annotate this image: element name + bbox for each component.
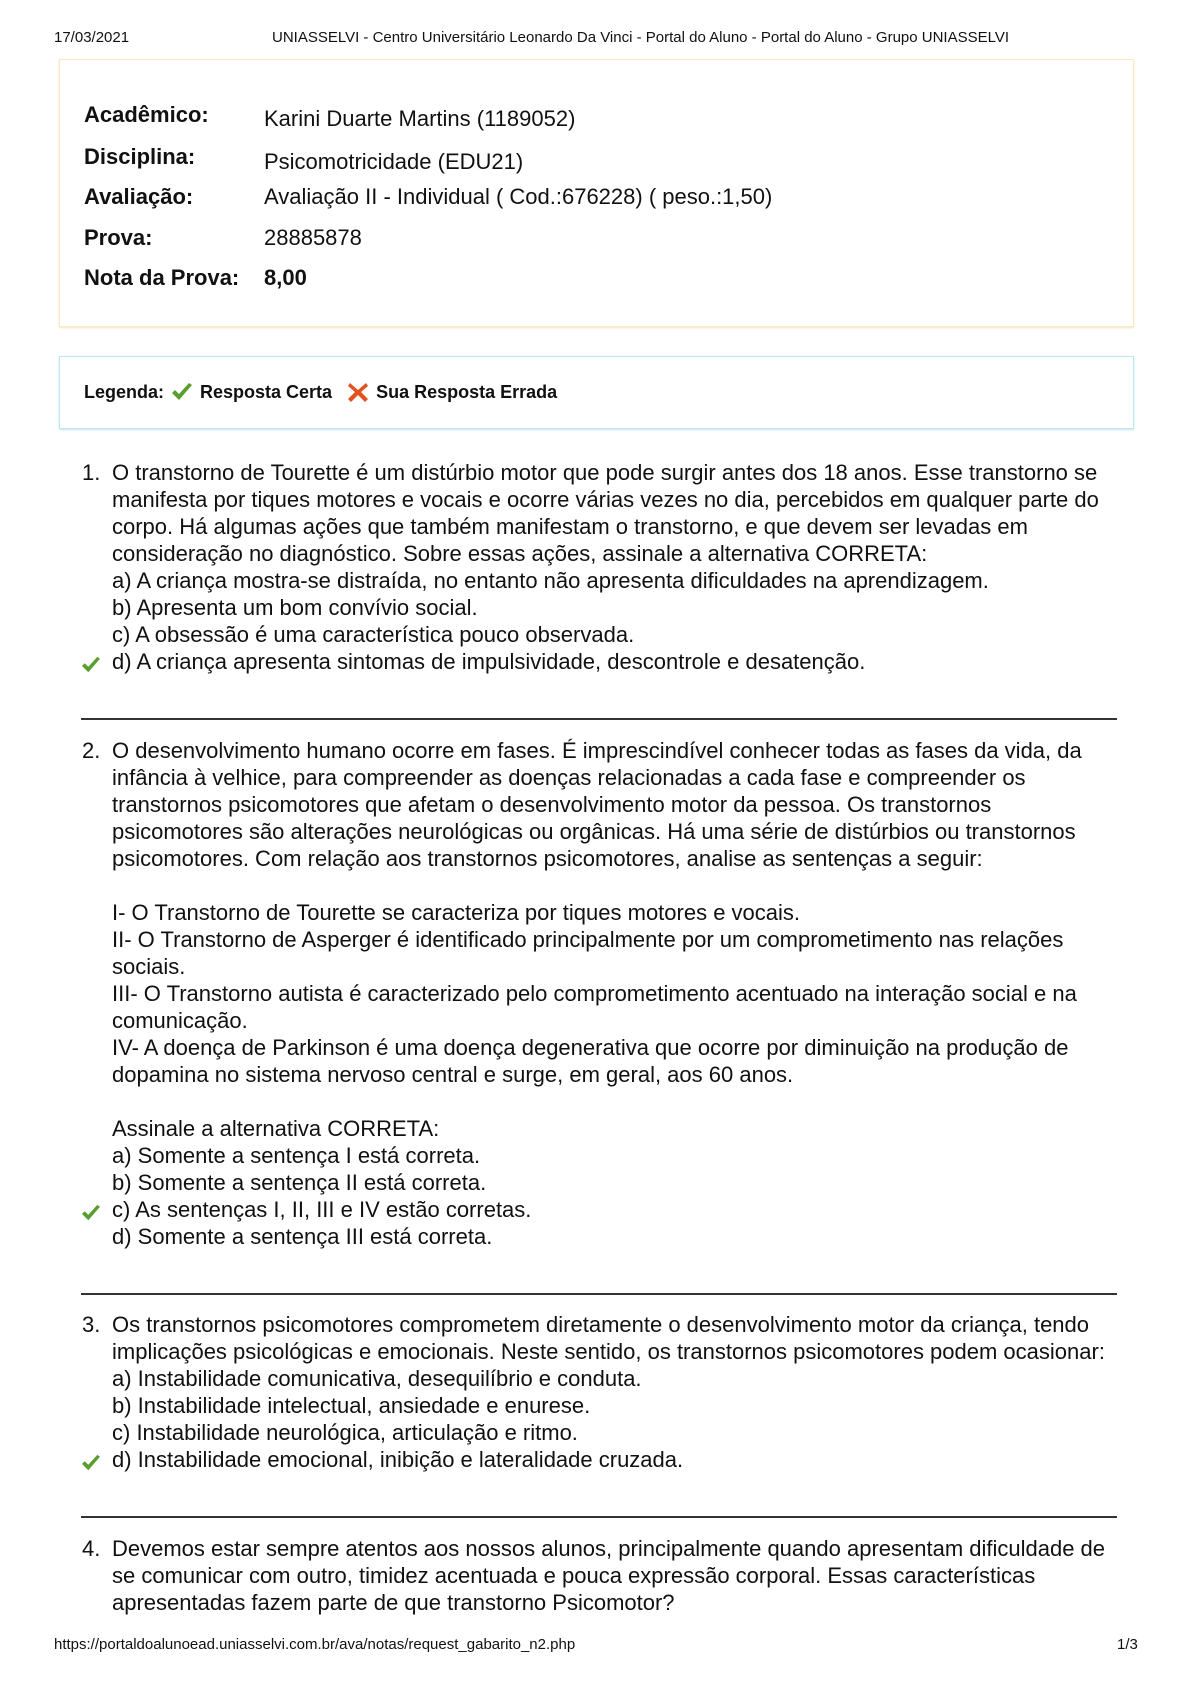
info-value: Psicomotricidade (EDU21) (264, 149, 524, 174)
question-divider (81, 1516, 1117, 1518)
info-value: Avaliação II - Individual ( Cod.:676228) ( peso.:1,50) (264, 184, 773, 209)
question-text: II- O Transtorno de Asperger é identificado principalmente por um comprometimento nas relações sociais. (112, 927, 1064, 979)
legend-wrong: Sua Resposta Errada (376, 381, 558, 402)
check-icon (79, 1201, 103, 1219)
option-text: a) Somente a sentença I está correta. (112, 1143, 481, 1168)
option-text: b) Somente a sentença II está correta. (112, 1170, 487, 1195)
legend-correct: Resposta Certa (200, 381, 333, 402)
answer-option (112, 1142, 1122, 1169)
question-number: 4. (82, 1536, 101, 1561)
question-divider (81, 718, 1117, 720)
answer-option (112, 648, 1122, 675)
info-value: Karini Duarte Martins (1189052) (264, 106, 576, 131)
option-text: d) Somente a sentença III está correta. (112, 1224, 493, 1249)
answer-option (112, 1419, 1122, 1446)
check-icon (79, 1451, 103, 1469)
page-title: UNIASSELVI - Centro Universitário Leonardo Da Vinci - Portal do Aluno - Portal do Aluno - Grupo UNIASSELVI (272, 29, 1010, 46)
option-text: c) Instabilidade neurológica, articulação e ritmo. (112, 1420, 578, 1445)
option-text: a) Instabilidade comunicativa, desequilíbrio e conduta. (112, 1366, 642, 1391)
answer-option (112, 1446, 1122, 1473)
option-text: b) Instabilidade intelectual, ansiedade e enurese. (112, 1393, 591, 1418)
question-divider (81, 1293, 1117, 1295)
question-text: III- O Transtorno autista é caracterizado pelo comprometimento acentuado na interação social e na comunicação. (112, 981, 1077, 1033)
question-text: I- O Transtorno de Tourette se caracteriza por tiques motores e vocais. (112, 900, 801, 925)
question-text: Assinale a alternativa CORRETA: (112, 1116, 440, 1141)
page-url: https://portaldoalunoead.uniasselvi.com.br/ava/notas/request_gabarito_n2.php (54, 1636, 576, 1653)
answer-option (112, 567, 1122, 594)
info-value: 8,00 (264, 265, 307, 290)
check-icon (79, 653, 103, 671)
answer-option (112, 621, 1122, 648)
answer-option (112, 1223, 1122, 1250)
student-info-panel (59, 59, 1134, 327)
answer-option (112, 594, 1122, 621)
option-text: d) Instabilidade emocional, inibição e lateralidade cruzada. (112, 1447, 684, 1472)
question-number: 1. (82, 460, 101, 485)
option-text: c) A obsessão é uma característica pouco observada. (112, 622, 635, 647)
info-label: Acadêmico: (84, 102, 209, 127)
print-date: 17/03/2021 (54, 29, 130, 46)
question-text: Devemos estar sempre atentos aos nossos alunos, principalmente quando apresentam dificuldade de se comunicar com outro, timidez acentuada e pouca expressão corporal. Essas características apresentadas fazem parte de que transtorno Psicomotor? (112, 1536, 1106, 1615)
info-label: Avaliação: (84, 184, 194, 209)
answer-option (112, 1392, 1122, 1419)
question-text: O desenvolvimento humano ocorre em fases. É imprescindível conhecer todas as fases da vida, da infância à velhice, para compreender as doenças relacionadas a cada fase e compreender os transtornos psicomotores que afetam o desenvolvimento motor da pessoa. Os transtornos psicomotores são alterações neurológicas ou orgânicas. Há uma série de distúrbios ou transtornos psicomotores. Com relação aos transtornos psicomotores, analise as sentenças a seguir: (112, 738, 1082, 871)
answer-option (112, 1196, 1122, 1223)
question-text: Os transtornos psicomotores comprometem diretamente o desenvolvimento motor da criança, tendo implicações psicológicas e emocionais. Neste sentido, os transtornos psicomotores podem ocasionar: (112, 1312, 1105, 1364)
question-text: O transtorno de Tourette é um distúrbio motor que pode surgir antes dos 18 anos. Esse transtorno se manifesta por tiques motores e vocais e ocorre várias vezes no dia, percebidos em qualquer parte do corpo. Há algumas ações que também manifestam o transtorno, e que devem ser levadas em consideração no diagnóstico. Sobre essas ações, assinale a alternativa CORRETA: (112, 460, 1099, 566)
question-text: IV- A doença de Parkinson é uma doença degenerativa que ocorre por diminuição na produção de dopamina no sistema nervoso central e surge, em geral, aos 60 anos. (112, 1035, 1069, 1087)
option-text: a) A criança mostra-se distraída, no entanto não apresenta dificuldades na aprendizagem. (112, 568, 989, 593)
info-value: 28885878 (264, 225, 362, 250)
question-number: 3. (82, 1312, 101, 1337)
cross-icon (346, 381, 370, 403)
answer-option (112, 1169, 1122, 1196)
question-number: 2. (82, 738, 101, 763)
legend-panel (59, 356, 1134, 429)
info-label: Nota da Prova: (84, 265, 240, 290)
answer-option (112, 1365, 1122, 1392)
check-icon (170, 382, 194, 402)
legend-label: Legenda: (84, 381, 165, 402)
option-text: c) As sentenças I, II, III e IV estão corretas. (112, 1197, 532, 1222)
option-text: d) A criança apresenta sintomas de impulsividade, descontrole e desatenção. (112, 649, 866, 674)
option-text: b) Apresenta um bom convívio social. (112, 595, 478, 620)
info-label: Prova: (84, 225, 153, 250)
page-number: 1/3 (1117, 1636, 1138, 1653)
info-label: Disciplina: (84, 144, 196, 169)
